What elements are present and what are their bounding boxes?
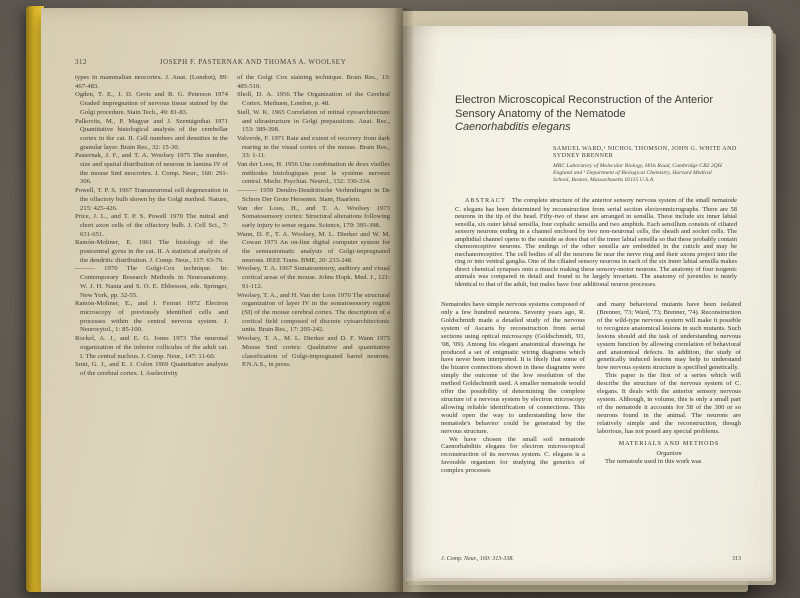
reference-entry: Woolsey, T. A. 1967 Somatosensory, auditory and visual cortical areas of the mouse. Johns Hopk. Med. J., 121: 91-112. [237,265,390,290]
authors-line-2: SYDNEY BRENNER [553,153,614,160]
journal-citation: J. Comp. Neur., 160: 313-338. [441,556,514,562]
section-heading-materials-methods: MATERIALS AND METHODS [618,440,720,447]
title-species-name: Caenorhabditis elegans [455,121,571,134]
reference-entry: Stell, W. K. 1965 Correlation of retinal cytoarchitecture and ultrastructure in Golgi preparations. Anat. Rec., 153: 389-398. [237,108,390,134]
references-column-2 [237,74,390,379]
reference-entry: ——— 1970 The Golgi-Cox technique. In: Contemporary Research Methods in Neuroanatomy. W. J. H. Nauta and S. O. E. Ebbesson, eds. Springer, New York, pp. 32-55. [75,265,228,299]
reference-entry: Woolsey, T. A., and H. Van der Loos 1970 The structural organization of layer IV in the somatosensory region (SI) of the mouse cerebral cortex. The description of a cortical field composed of discrete cytoarchitectonic units. Brain Res., 17: 205-242. [237,291,390,334]
article [403,26,771,578]
reference-entry: Sholl, D. A. 1956 The Organization of the Cerebral Cortex. Methuen, London, p. 48. [237,91,390,108]
affiliation: MRC Laboratory of Molecular Biology, Hills Road, Cambridge CB2 2QH England and ¹ Department of Biological Chemistry, Harvard Medical School, Boston, Massachusetts 02115 U.S.A. [553,163,722,184]
reference-entry: Ramón-Moliner, E. 1961 The histology of the postcentral gyrus in the cat. II. A statistical analysis of the dendritic distribution. J. Comp. Neur., 117: 63-76. [75,239,228,264]
book-spine-crease [393,8,413,594]
left-page-number: 312 [75,58,87,66]
references-column-1 [75,74,228,379]
body-paragraph: We have chosen the small soil nematode Caenorhabditis elegans for electron microscopical reconstruction of its nervous system. C. elegans is a favorable organism for studying the genetics of complex processes [441,435,585,475]
body-paragraph: This paper is the first of a series which will describe the structure of the nervous system of C. elegans. It deals with the anterior sensory nervous system. Although, in volume, this is only a small part of the nematode it accounts for 58 of the 300 or so neurons found in the animal. The neurons are relatively simple and the reconstruction, though laborious, has not posed any special problems. [597,372,741,435]
left-page [41,8,403,592]
reference-entry: Rockel, A. J., and E. G. Jones 1973 The neuronal organization of the inferior colliculus of the adult cat. I. The central nucleus. J. Comp. Neur., 147: 11-60. [75,335,228,360]
body-column-left [441,301,585,475]
body-paragraph: and many behavioral mutants have been isolated (Brenner, '73; Ward, '73; Brenner, '74). Reconstruction of the wild-type nervous system will make it possible to recognize anatomical lesions in such mutants. Such lesions should aid the task of understanding nervous system function by allowing correlation of behavioral and anatomical defects. In addition, the study of genetically induced lesions may help to understand how nervous system structure is specified genetically. [597,301,741,372]
author-list [553,146,741,161]
reference-entry: Wann, D. F., T. A. Woolsey, M. L. Dierker and W. M. Cowan 1973 An on-line digital computer system for the semiautomatic analysis of Golgi-impregnated neurons. IEEE Trans. BME, 20: 233-248. [237,230,390,264]
reference-entry: Valverde, F. 1971 Rate and extent of recovery from dark rearing in the visual cortex of the mouse. Brain Res., 33: 1-11. [237,134,390,160]
body-column-right [597,301,741,475]
left-page-header [75,58,387,66]
subsection-heading-organism: Organism [656,450,682,458]
abstract-label: ABSTRACT [465,198,506,205]
page-footer [441,556,741,562]
reference-entry: Ramón-Moliner, E., and J. Ferrari 1972 Electron microscopy of previously identified cells and processes within the central nervous system. J. Neurocytol., 1: 85-100. [75,300,228,334]
title-line-1: Electron Microscopical Reconstruction of the Anterior [455,94,714,106]
authors-line-1: SAMUEL WARD,¹ NICHOL THOMSON, JOHN G. WHITE AND [553,145,737,152]
body-paragraph: Nematodes have simple nervous systems composed of only a few hundred neurons. Seventy years ago, R. Goldschmidt made a detailed study of the nervous system of Ascaris by reconstruction from serial sections using optical microscopy (Goldschmidt, '03, '08, '09). Among his elegant anatomical drawings he produced a set of enigmatic wiring diagrams which have never been interpreted. It is likely that some of the bizarre connections shown in these diagrams were simply the outcome of the low resolution of the method Goldschmidt used. A smaller nematode would offer the possibility of determining the complete structure of a nervous system by electron microscopy allowing reliable identification of connections. This would open the way to understanding how the nematode's behavior could be generated by the nervous structure. [441,301,585,435]
reference-entry: of the Golgi Cox staining technique. Brain Res., 13: 485-510. [237,74,390,90]
body-columns [441,301,741,475]
reference-entry: Palkovits, M., P. Magyar and J. Szentágothai 1971 Quantitative histological analysis of the cerebellar cortex in the cat. II. Cell numbers and densities in the granular layer. Brain Res., 32: 15-30. [75,117,228,151]
body-paragraph: The nematode used in this work was [605,458,702,466]
article-title [455,94,741,135]
reference-entry: Van der Loos, H., and T. A. Woolsey 1973 Somatosensory cortex: Structural alterations following early injury to sense organs. Science, 179: 395-398. [237,204,390,229]
reference-entry: Van der Loos, H. 1956 Une combination de deux vieilles méthodes histologiques pour le système nerveux central. Mschr. Psychiat. Neurol., 132: 330-334. [237,161,390,186]
open-journal-spread [24,4,772,594]
reference-entry: Powell, T. P. S. 1967 Transneuronal cell degeneration in the olfactory bulb shown by the Golgi method. Nature, 215: 425-426. [75,187,228,212]
right-page-number: 313 [732,556,741,562]
reference-entry: types in mammalian neocortex. J. Anat. (London), 89: 467-483. [75,74,228,90]
right-page [403,26,771,578]
title-line-2: Sensory Anatomy of the Nematode [455,107,626,120]
references-section [75,74,390,379]
reference-entry: ——— 1959 Dendro-Dendritische Verbindingen in De Schors Der Grote Hersenen. Stam, Haarlem. [237,187,390,203]
reference-entry: Woolsey, T. A., M. L. Dierker and D. F. Wann 1975 Mouse SmI cortex: Qualitative and quantitative classification of Golgi-impregnated barrel neurons. P.N.A.S., in press. [237,335,390,369]
abstract-text: The complete structure of the anterior sensory nervous system of the small nematode C. elegans has been determined by reconstruction from serial section electronmicrographs. There are 58 neurons in the tip of the head. Fifty-two of these are arranged in sensilla. These include six inner labial sensilla, six outer labial sensilla, four cephalic sensilla and two amphids. Each sensillum consists of ciliated sensory neurons ending in a channel enclosed by two non-neuronal cells, the sheath and socket cells. The amphidial channel opens to the outside as does that of the inner labial sensilla so that these probably contain chemoreceptive neurons. The endings of the other sensilla are embedded in the cuticle and may be mechanoreceptive. The cell bodies of all the neurons lie near the nerve ring and their axons project into the ring or into ventral ganglia. One of the ciliated sensory neurons in each of the six inner labial sensilla makes direct chemical synapses onto a muscle making these sensory-motor neurons. The anatomy of four isogenic animals was compared in detail and found to be largely invariant. The anatomy of juveniles is nearly identical to that of the adult, but males have four additional neuron processes. [455,197,738,288]
running-head: JOSEPH F. PASTERNAK AND THOMAS A. WOOLSEY [159,58,347,66]
abstract [455,197,737,288]
reference-entry: Price, J. L., and T. P. S. Powell 1970 The mitral and short axon cells of the olfactory bulb. J. Cell Sci., 7: 631-651. [75,213,228,238]
reference-entry: Smit, G. J., and E. J. Colon 1969 Quantitative analysis of the cerebral cortex. I. Aselectivity [75,361,228,377]
reference-entry: Ogden, T. E., J. D. Grots and R. G. Peterson 1974 Graded impregnation of nervous tissue stained by the Golgi procedure. Stain Tech., 49: 81-83. [75,91,228,116]
reference-entry: Pasternak, J. F., and T. A. Woolsey 1975 The number, size and spatial distribution of neurons in lamina IV of the mouse SmI neocortex. J. Comp. Neur., 160: 291-306. [75,152,228,186]
